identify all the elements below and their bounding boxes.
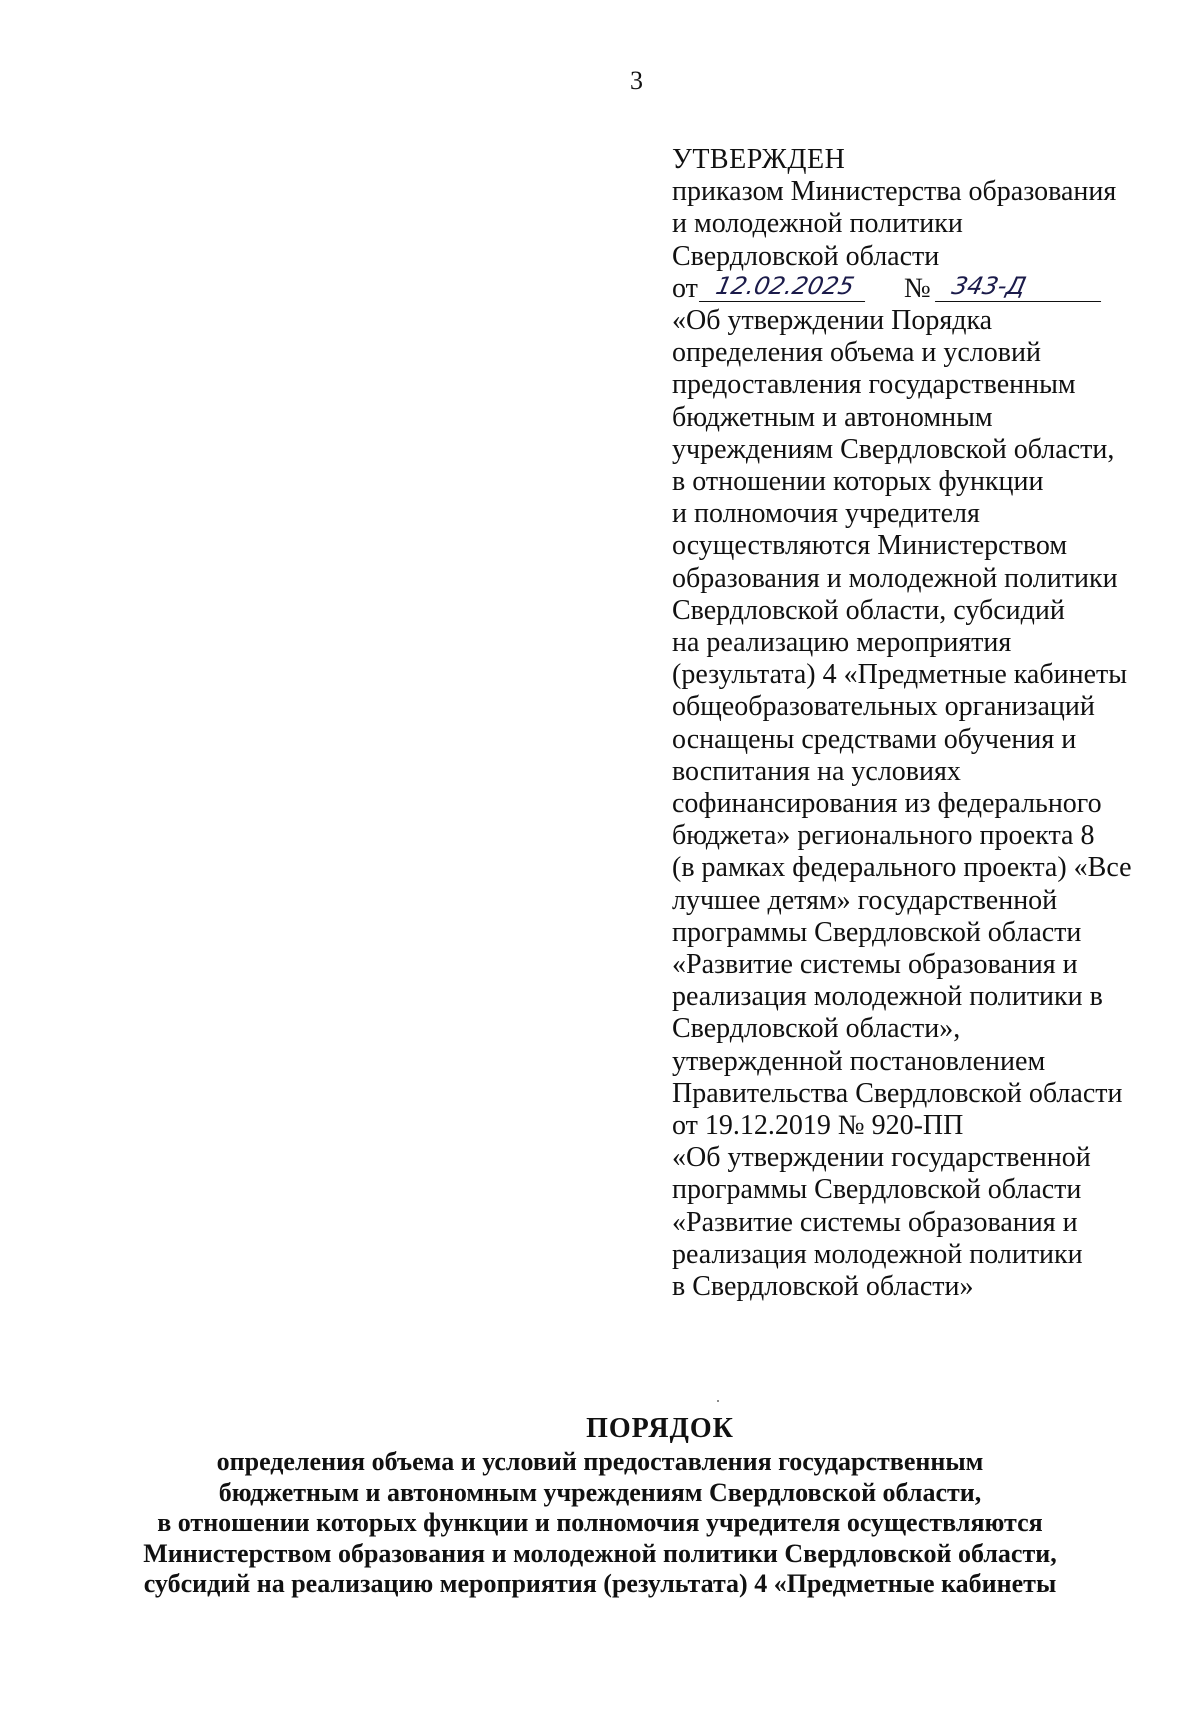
description-line: в Свердловской области» xyxy=(672,1271,974,1303)
description-line: программы Свердловской области xyxy=(672,1174,1082,1206)
description-line: софинансирования из федерального xyxy=(672,788,1102,820)
document-subtitle-line: Министерством образования и молодежной политики Свердловской области, xyxy=(143,1538,1057,1568)
description-line: воспитания на условиях xyxy=(672,755,961,787)
description-line: (результата) 4 «Предметные кабинеты xyxy=(672,659,1128,691)
date-prefix: от xyxy=(672,272,698,304)
handwritten-order-number: 343-Д xyxy=(935,273,1107,302)
issuer-line: приказом Министерства образования xyxy=(672,176,1117,208)
description-line: и полномочия учредителя xyxy=(672,498,980,530)
document-subtitle-line: в отношении которых функции и полномочия учредителя осуществляются xyxy=(157,1508,1043,1537)
issuer-line: Свердловской области xyxy=(672,240,940,272)
description-line: «Развитие системы образования и xyxy=(672,949,1078,981)
description-line: лучшее детям» государственной xyxy=(672,884,1058,916)
description-line: «Об утверждении Порядка xyxy=(672,305,993,336)
description-line: бюджета» регионального проекта 8 xyxy=(672,820,1095,852)
number-prefix: № xyxy=(904,272,931,304)
description-line: «Развитие системы образования и xyxy=(672,1206,1078,1238)
description-line: «Об утверждении государственной xyxy=(672,1142,1091,1174)
description-line: утвержденной постановлением xyxy=(672,1045,1046,1077)
document-subtitle-line: определения объема и условий предоставления государственным xyxy=(216,1447,984,1476)
description-line: реализация молодежной политики xyxy=(672,1238,1083,1270)
description-line: реализация молодежной политики в xyxy=(672,981,1103,1013)
document-title: ПОРЯДОК xyxy=(586,1413,734,1444)
page-number: 3 xyxy=(630,66,643,95)
description-line: программы Свердловской области xyxy=(672,916,1082,948)
description-line: в отношении которых функции xyxy=(672,466,1044,498)
handwritten-date: 12.02.2025 xyxy=(699,273,871,302)
description-line: определения объема и условий xyxy=(672,337,1041,369)
description-line: от 19.12.2019 № 920-ПП xyxy=(672,1110,964,1142)
description-line: учреждениям Свердловской области, xyxy=(672,433,1115,465)
description-line: бюджетным и автономным xyxy=(672,401,993,433)
description-line: осуществляются Министерством xyxy=(672,530,1068,562)
description-line: предоставления государственным xyxy=(672,369,1076,401)
description-line: оснащены средствами обучения и xyxy=(672,723,1077,755)
approval-stamp-block xyxy=(672,144,1172,1303)
description-line: Свердловской области», xyxy=(672,1013,961,1045)
order-date-number-line xyxy=(672,273,1172,305)
description-line: общеобразовательных организаций xyxy=(672,691,1095,723)
document-subtitle-line: субсидий на реализацию мероприятия (результата) 4 «Предметные кабинеты xyxy=(143,1569,1057,1598)
description-line: на реализацию мероприятия xyxy=(672,627,1012,659)
issuer-line: и молодежной политики xyxy=(672,208,963,240)
description-line: Свердловской области, субсидий xyxy=(672,594,1065,626)
description-line: Правительства Свердловской области xyxy=(672,1077,1123,1109)
description-line: (в рамках федерального проекта) «Все xyxy=(672,852,1132,884)
document-subtitle-line: бюджетным и автономным учреждениям Свердловской области, xyxy=(218,1477,982,1507)
scan-speck xyxy=(717,1400,719,1402)
approval-heading: УТВЕРЖДЕН xyxy=(672,144,846,175)
document-title-block xyxy=(0,1411,1200,1600)
description-line: образования и молодежной политики xyxy=(672,562,1118,594)
